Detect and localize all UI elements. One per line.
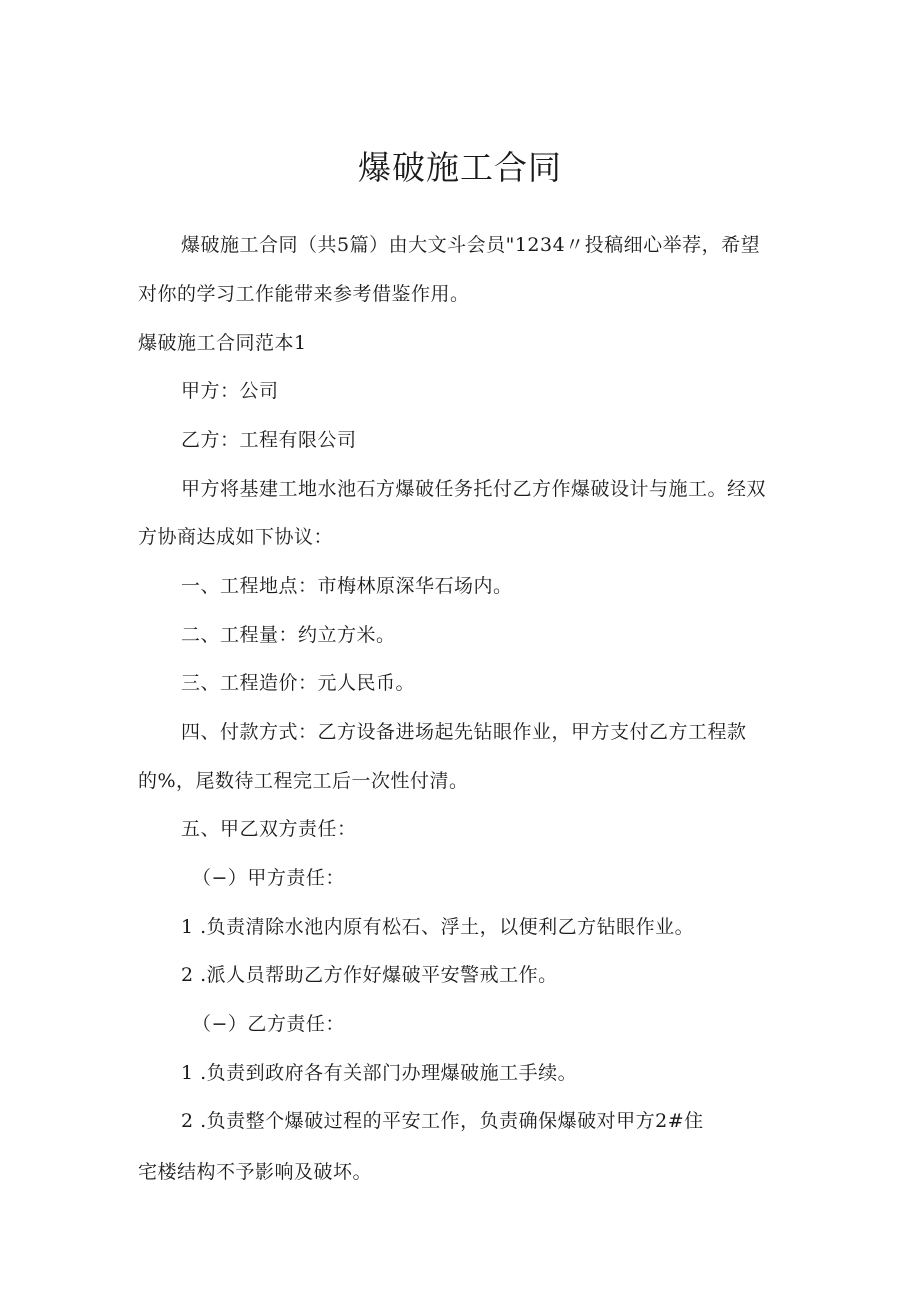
intro-line-2: 对你的学习工作能带来参考借鉴作用。 bbox=[138, 283, 470, 305]
party-a-duties-heading: （−）甲方责任： bbox=[192, 867, 345, 889]
clause-payment-line-1: 四、付款方式：乙方设备进场起先钻眼作业，甲方支付乙方工程款 bbox=[181, 721, 747, 743]
party-b-duty-1: 1 .负责到政府各有关部门办理爆破施工手续。 bbox=[181, 1062, 578, 1084]
party-b-duties-heading: （−）乙方责任： bbox=[192, 1013, 345, 1035]
clause-payment-line-2: 的%，尾数待工程完工后一次性付清。 bbox=[138, 770, 469, 792]
clause-responsibilities: 五、甲乙双方责任： bbox=[181, 818, 357, 840]
party-b-line: 乙方：工程有限公司 bbox=[181, 429, 357, 451]
party-a-line: 甲方：公司 bbox=[181, 380, 279, 402]
section-heading: 爆破施工合同范本1 bbox=[138, 332, 307, 354]
party-b-duty-2-line-1: 2 .负责整个爆破过程的平安工作，负责确保爆破对甲方2#住 bbox=[181, 1110, 704, 1132]
document-title: 爆破施工合同 bbox=[358, 148, 562, 187]
party-b-duty-2-line-2: 宅楼结构不予影响及破坏。 bbox=[138, 1161, 373, 1183]
clause-quantity: 二、工程量：约立方米。 bbox=[181, 624, 396, 646]
preamble-line-1: 甲方将基建工地水池石方爆破任务托付乙方作爆破设计与施工。经双 bbox=[181, 478, 767, 500]
party-a-duty-2: 2 .派人员帮助乙方作好爆破平安警戒工作。 bbox=[181, 964, 558, 986]
intro-line-1: 爆破施工合同（共5篇）由大文斗会员"1234〃投稿细心举荐，希望 bbox=[181, 234, 761, 256]
clause-cost: 三、工程造价：元人民币。 bbox=[181, 672, 416, 694]
clause-location: 一、工程地点：市梅林原深华石场内。 bbox=[181, 575, 513, 597]
preamble-line-2: 方协商达成如下协议： bbox=[138, 526, 334, 548]
party-a-duty-1: 1 .负责清除水池内原有松石、浮土，以便利乙方钻眼作业。 bbox=[181, 916, 695, 938]
